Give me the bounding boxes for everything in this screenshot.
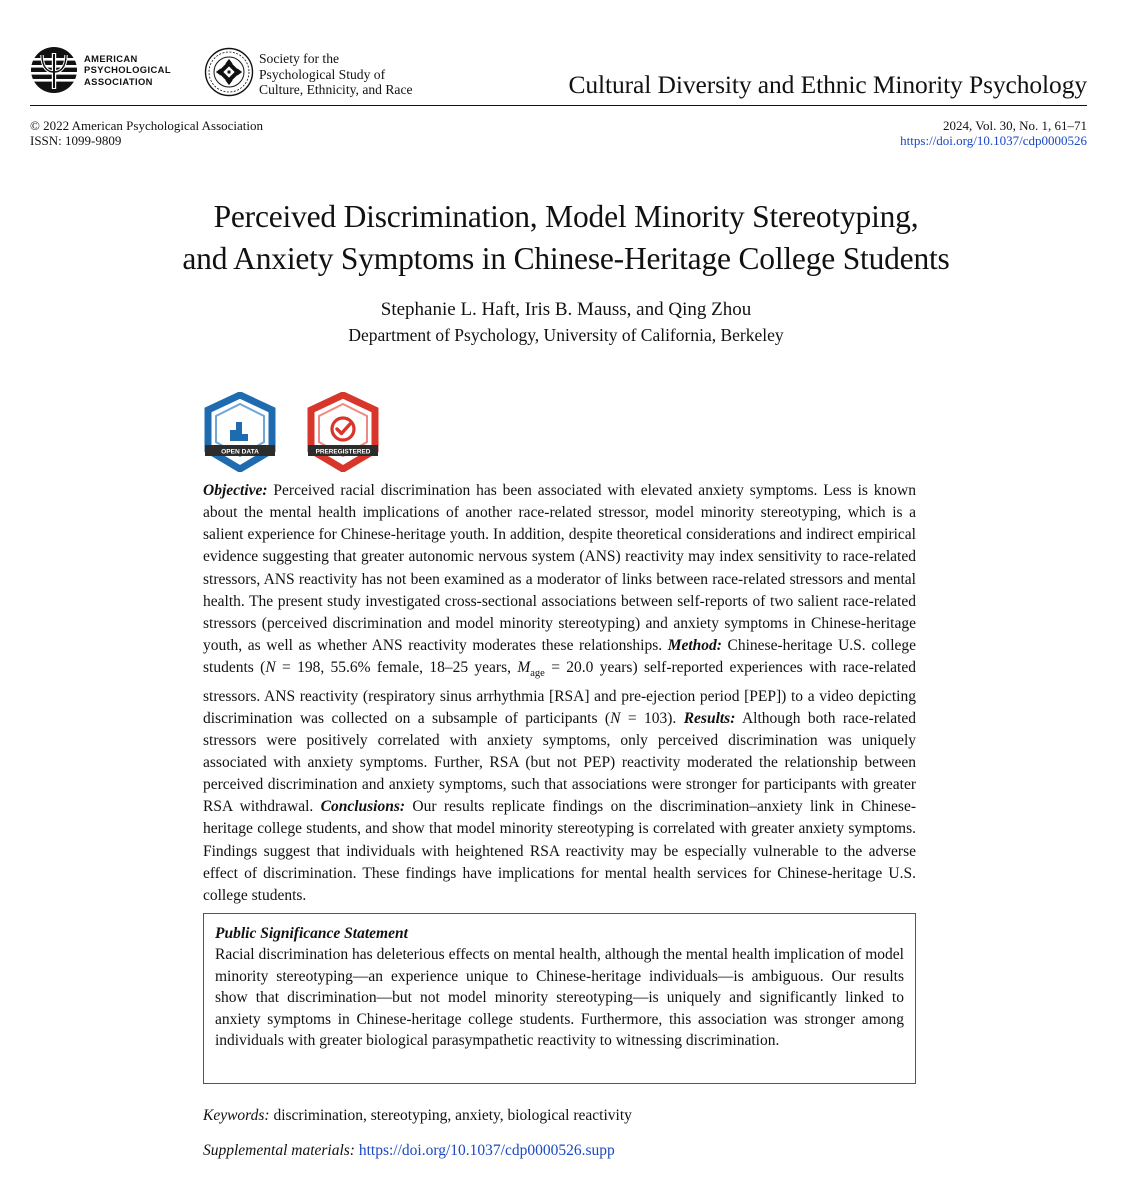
apa-wordmark [84, 53, 171, 87]
method-text: = 103). [620, 709, 677, 727]
objective-text: Perceived racial discrimination has been associated with elevated anxiety symptoms. Less is known about the mental health implications of another race-related stressor, model minority stereotyping, which is a salient experience for Chinese-heritage youth. In addition, despite theoretical considerations and indirect empirical evidence suggesting that greater autonomic nervous system (ANS) reactivity may index sensitivity to race-related stressors, ANS reactivity has not been examined as a moderator of links between race-related stressors and mental health. The present study investigated cross-sectional associations between self-reports of two salient race-related stressors (perceived discrimination and model minority stereotyping) and anxiety symptoms in Chinese-heritage youth, as well as whether ANS reactivity moderates these relationships. [203, 482, 916, 655]
supplemental-label: Supplemental materials: [203, 1142, 355, 1159]
method-label: Method: [667, 637, 722, 655]
apa-logo-icon [30, 46, 78, 94]
affiliation: Department of Psychology, University of California, Berkeley [348, 325, 784, 345]
citation-block [900, 118, 1087, 148]
journal-title: Cultural Diversity and Ethnic Minority Psychology [568, 70, 1087, 99]
results-text: Although both race-related stressors were positively correlated with anxiety symptoms, only perceived discrimination was uniquely associated with anxiety symptoms. Further, RSA (but not PEP) reactivity moderated the relationship between perceived discrimination and anxiety symptoms, such that associations were stronger for participants with greater RSA withdrawal. [203, 709, 917, 816]
conclusions-label: Conclusions: [320, 798, 406, 816]
society-name-line: Society for the [259, 51, 340, 66]
copyright-block [30, 118, 263, 148]
article-title [0, 196, 1132, 280]
apa-wordmark-line: ASSOCIATION [84, 75, 153, 87]
method-text: = 20.0 years) self-reported experiences with race-related stressors. ANS reactivity (respiratory sinus arrhythmia [RSA] and pre-ejection period [PEP]) to a video depicting discrimination was collected on a subsample of participants ( [203, 659, 916, 727]
keywords-text: discrimination, stereotyping, anxiety, biological reactivity [269, 1107, 632, 1124]
open-data-label: OPEN DATA [221, 448, 259, 456]
m-subscript: age [530, 668, 545, 680]
apa-wordmark-line: AMERICAN [84, 53, 138, 64]
article-title-line: and Anxiety Symptoms in Chinese-Heritage College Students [182, 241, 950, 276]
keywords-label: Keywords: [203, 1107, 270, 1124]
doi-link[interactable]: https://doi.org/10.1037/cdp0000526 [900, 133, 1087, 148]
supplemental-link[interactable]: https://doi.org/10.1037/cdp0000526.supp [358, 1142, 615, 1159]
society-name-line: Psychological Study of [259, 66, 386, 82]
header-divider [30, 105, 1087, 106]
results-label: Results: [683, 709, 736, 727]
conclusions-text: Our results replicate findings on the discrimination–anxiety link in Chinese-heritage college students, and show that model minority stereotyping is correlated with greater anxiety symptoms. Findings suggest that individuals with heightened RSA reactivity may be especially vulnerable to the adverse effect of discrimination. These findings have implications for mental health services for Chinese-heritage U.S. college students. [203, 798, 916, 904]
open-data-icon [201, 392, 279, 472]
society-seal-icon [204, 47, 254, 97]
supplemental-materials [203, 1141, 615, 1161]
public-significance-box [203, 913, 916, 1084]
open-data-badge[interactable] [201, 392, 279, 472]
keywords [203, 1106, 632, 1126]
preregistered-label: PREREGISTERED [315, 448, 371, 456]
preregistered-icon [304, 392, 382, 472]
public-significance-title: Public Significance Statement [215, 925, 408, 942]
copyright: © 2022 American Psychological Association [30, 118, 264, 133]
n-symbol: N [610, 709, 621, 727]
public-significance-body: Racial discrimination has deleterious effects on mental health, although the mental health implication of model minority stereotyping—an experience unique to Chinese-heritage individuals—is ambiguous. Our results show that discrimination—but not model minority stereotyping—is uniquely and significantly linked to anxiety symptoms in Chinese-heritage college students. Furthermore, this association was stronger among individuals with greater biological parasympathetic reactivity to witnessing discrimination. [215, 946, 904, 1050]
abstract [203, 480, 916, 907]
issn: ISSN: 1099-9809 [30, 133, 122, 148]
apa-wordmark-line: PSYCHOLOGICAL [84, 64, 171, 76]
preregistered-badge[interactable] [304, 392, 382, 472]
objective-label: Objective: [203, 482, 268, 499]
article-title-line: Perceived Discrimination, Model Minority Stereotyping, [213, 199, 919, 234]
m-symbol: M [517, 659, 531, 677]
society-name-line: Culture, Ethnicity, and Race [259, 82, 413, 97]
society-name [259, 51, 413, 98]
citation: 2024, Vol. 30, No. 1, 61–71 [943, 118, 1087, 133]
method-text: = 198, 55.6% female, 18–25 years, [275, 659, 518, 677]
n-symbol: N [265, 659, 276, 677]
authors: Stephanie L. Haft, Iris B. Mauss, and Qing Zhou [380, 299, 752, 320]
method-text: Chinese-heritage U.S. college students ( [203, 637, 917, 677]
